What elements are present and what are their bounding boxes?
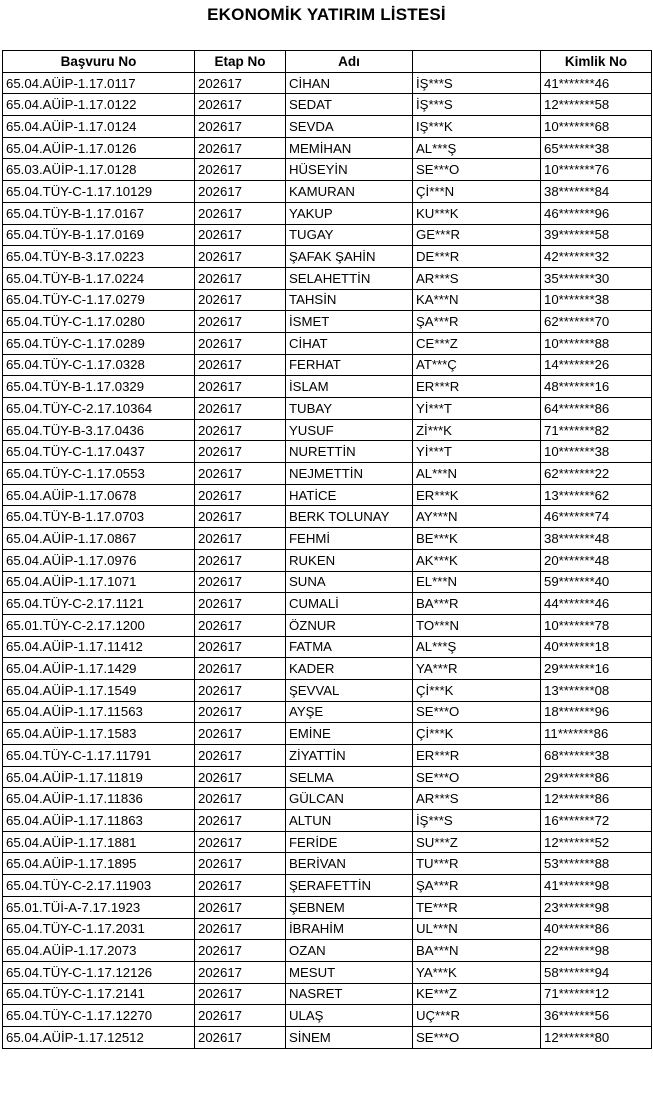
cell-adi: FATMA	[286, 636, 413, 658]
cell-soyadi: DE***R	[413, 246, 541, 268]
table-row	[3, 875, 652, 897]
cell-basvuru-no: 65.04.TÜY-C-1.17.2031	[3, 918, 195, 940]
cell-adi: KAMURAN	[286, 181, 413, 203]
cell-adi: RUKEN	[286, 549, 413, 571]
cell-soyadi: ER***K	[413, 484, 541, 506]
cell-etap-no: 202617	[195, 961, 286, 983]
cell-soyadi: GE***R	[413, 224, 541, 246]
table-row	[3, 267, 652, 289]
cell-kimlik-no: 65*******38	[541, 137, 652, 159]
cell-etap-no: 202617	[195, 398, 286, 420]
cell-adi: HATİCE	[286, 484, 413, 506]
cell-adi: SEDAT	[286, 94, 413, 116]
cell-etap-no: 202617	[195, 441, 286, 463]
cell-etap-no: 202617	[195, 159, 286, 181]
cell-soyadi: SE***O	[413, 766, 541, 788]
cell-basvuru-no: 65.04.AÜİP-1.17.11412	[3, 636, 195, 658]
table-row	[3, 463, 652, 485]
cell-basvuru-no: 65.04.AÜİP-1.17.2073	[3, 940, 195, 962]
investment-list-table	[2, 50, 652, 1049]
table-row	[3, 116, 652, 138]
table-row	[3, 1026, 652, 1048]
cell-etap-no: 202617	[195, 679, 286, 701]
cell-kimlik-no: 10*******68	[541, 116, 652, 138]
cell-etap-no: 202617	[195, 788, 286, 810]
header-adi: Adı	[286, 51, 413, 73]
cell-etap-no: 202617	[195, 701, 286, 723]
cell-basvuru-no: 65.04.AÜİP-1.17.1895	[3, 853, 195, 875]
cell-adi: TUBAY	[286, 398, 413, 420]
cell-adi: GÜLCAN	[286, 788, 413, 810]
cell-adi: NASRET	[286, 983, 413, 1005]
cell-adi: YUSUF	[286, 419, 413, 441]
cell-soyadi: SE***O	[413, 159, 541, 181]
table-row	[3, 94, 652, 116]
cell-etap-no: 202617	[195, 246, 286, 268]
cell-kimlik-no: 22*******98	[541, 940, 652, 962]
cell-adi: AYŞE	[286, 701, 413, 723]
cell-adi: İSMET	[286, 311, 413, 333]
cell-basvuru-no: 65.04.AÜİP-1.17.1071	[3, 571, 195, 593]
cell-etap-no: 202617	[195, 766, 286, 788]
header-kimlik-no: Kimlik No	[541, 51, 652, 73]
table-row	[3, 289, 652, 311]
cell-soyadi: İŞ***S	[413, 94, 541, 116]
cell-kimlik-no: 40*******86	[541, 918, 652, 940]
cell-adi: İSLAM	[286, 376, 413, 398]
cell-kimlik-no: 13*******62	[541, 484, 652, 506]
cell-soyadi: UÇ***R	[413, 1005, 541, 1027]
cell-etap-no: 202617	[195, 137, 286, 159]
cell-etap-no: 202617	[195, 875, 286, 897]
table-body	[3, 72, 652, 1048]
cell-adi: KADER	[286, 658, 413, 680]
table-row	[3, 658, 652, 680]
cell-etap-no: 202617	[195, 202, 286, 224]
cell-kimlik-no: 16*******72	[541, 810, 652, 832]
cell-etap-no: 202617	[195, 419, 286, 441]
cell-soyadi: Çİ***K	[413, 679, 541, 701]
cell-soyadi: Yİ***T	[413, 398, 541, 420]
cell-basvuru-no: 65.04.TÜY-C-2.17.11903	[3, 875, 195, 897]
cell-etap-no: 202617	[195, 745, 286, 767]
table-row	[3, 940, 652, 962]
table-row	[3, 766, 652, 788]
cell-basvuru-no: 65.01.TÜY-C-2.17.1200	[3, 614, 195, 636]
cell-kimlik-no: 29*******86	[541, 766, 652, 788]
table-row	[3, 788, 652, 810]
cell-soyadi: SU***Z	[413, 831, 541, 853]
cell-etap-no: 202617	[195, 376, 286, 398]
cell-etap-no: 202617	[195, 593, 286, 615]
cell-basvuru-no: 65.04.AÜİP-1.17.1881	[3, 831, 195, 853]
cell-basvuru-no: 65.04.TÜY-C-2.17.1121	[3, 593, 195, 615]
header-soyadi	[413, 51, 541, 73]
cell-basvuru-no: 65.04.TÜY-C-1.17.10129	[3, 181, 195, 203]
cell-adi: SEVDA	[286, 116, 413, 138]
cell-basvuru-no: 65.04.TÜY-B-3.17.0223	[3, 246, 195, 268]
cell-etap-no: 202617	[195, 1005, 286, 1027]
cell-kimlik-no: 64*******86	[541, 398, 652, 420]
table-row	[3, 723, 652, 745]
cell-basvuru-no: 65.04.AÜİP-1.17.11563	[3, 701, 195, 723]
table-row	[3, 549, 652, 571]
cell-soyadi: Çİ***K	[413, 723, 541, 745]
cell-etap-no: 202617	[195, 853, 286, 875]
cell-etap-no: 202617	[195, 311, 286, 333]
page-title: EKONOMİK YATIRIM LİSTESİ	[207, 5, 446, 24]
cell-adi: SUNA	[286, 571, 413, 593]
cell-kimlik-no: 40*******18	[541, 636, 652, 658]
cell-etap-no: 202617	[195, 94, 286, 116]
cell-kimlik-no: 18*******96	[541, 701, 652, 723]
cell-adi: ALTUN	[286, 810, 413, 832]
cell-soyadi: BA***R	[413, 593, 541, 615]
cell-basvuru-no: 65.04.TÜY-B-1.17.0224	[3, 267, 195, 289]
cell-kimlik-no: 58*******94	[541, 961, 652, 983]
cell-etap-no: 202617	[195, 224, 286, 246]
table-row	[3, 246, 652, 268]
table-row	[3, 159, 652, 181]
cell-etap-no: 202617	[195, 918, 286, 940]
cell-basvuru-no: 65.04.TÜY-C-1.17.2141	[3, 983, 195, 1005]
cell-adi: ŞERAFETTİN	[286, 875, 413, 897]
cell-etap-no: 202617	[195, 267, 286, 289]
cell-basvuru-no: 65.04.TÜY-B-3.17.0436	[3, 419, 195, 441]
cell-kimlik-no: 38*******48	[541, 528, 652, 550]
cell-basvuru-no: 65.04.AÜİP-1.17.0126	[3, 137, 195, 159]
cell-kimlik-no: 44*******46	[541, 593, 652, 615]
cell-adi: CİHAN	[286, 72, 413, 94]
cell-adi: ŞAFAK ŞAHİN	[286, 246, 413, 268]
cell-basvuru-no: 65.04.AÜİP-1.17.1429	[3, 658, 195, 680]
cell-basvuru-no: 65.04.TÜY-C-1.17.0289	[3, 332, 195, 354]
cell-adi: CİHAT	[286, 332, 413, 354]
cell-etap-no: 202617	[195, 528, 286, 550]
cell-etap-no: 202617	[195, 463, 286, 485]
cell-soyadi: SE***O	[413, 701, 541, 723]
cell-basvuru-no: 65.04.AÜİP-1.17.1583	[3, 723, 195, 745]
cell-adi: FERİDE	[286, 831, 413, 853]
cell-basvuru-no: 65.04.AÜİP-1.17.0117	[3, 72, 195, 94]
cell-soyadi: İŞ***S	[413, 72, 541, 94]
table-header-row	[3, 51, 652, 73]
cell-etap-no: 202617	[195, 723, 286, 745]
table-row	[3, 593, 652, 615]
cell-soyadi: YA***K	[413, 961, 541, 983]
cell-basvuru-no: 65.04.TÜY-C-1.17.0280	[3, 311, 195, 333]
cell-kimlik-no: 10*******88	[541, 332, 652, 354]
cell-kimlik-no: 62*******22	[541, 463, 652, 485]
cell-etap-no: 202617	[195, 940, 286, 962]
cell-soyadi: YA***R	[413, 658, 541, 680]
cell-soyadi: Zİ***K	[413, 419, 541, 441]
table-row	[3, 354, 652, 376]
cell-soyadi: AL***Ş	[413, 636, 541, 658]
cell-adi: OZAN	[286, 940, 413, 962]
cell-adi: ŞEBNEM	[286, 896, 413, 918]
cell-basvuru-no: 65.04.TÜY-B-1.17.0703	[3, 506, 195, 528]
cell-kimlik-no: 23*******98	[541, 896, 652, 918]
cell-etap-no: 202617	[195, 983, 286, 1005]
cell-kimlik-no: 14*******26	[541, 354, 652, 376]
table-row	[3, 701, 652, 723]
table-row	[3, 679, 652, 701]
cell-kimlik-no: 41*******98	[541, 875, 652, 897]
table-row	[3, 202, 652, 224]
table-row	[3, 983, 652, 1005]
cell-basvuru-no: 65.04.TÜY-C-1.17.0437	[3, 441, 195, 463]
table-row	[3, 810, 652, 832]
cell-basvuru-no: 65.04.AÜİP-1.17.11819	[3, 766, 195, 788]
cell-etap-no: 202617	[195, 810, 286, 832]
table-row	[3, 376, 652, 398]
table-row	[3, 506, 652, 528]
cell-adi: ÖZNUR	[286, 614, 413, 636]
cell-adi: SELMA	[286, 766, 413, 788]
cell-soyadi: AL***N	[413, 463, 541, 485]
cell-soyadi: Yİ***T	[413, 441, 541, 463]
cell-soyadi: Çİ***N	[413, 181, 541, 203]
cell-adi: NEJMETTİN	[286, 463, 413, 485]
cell-adi: MESUT	[286, 961, 413, 983]
cell-etap-no: 202617	[195, 506, 286, 528]
cell-adi: HÜSEYİN	[286, 159, 413, 181]
cell-soyadi: AT***Ç	[413, 354, 541, 376]
cell-adi: NURETTİN	[286, 441, 413, 463]
cell-basvuru-no: 65.04.AÜİP-1.17.0976	[3, 549, 195, 571]
cell-adi: CUMALİ	[286, 593, 413, 615]
cell-kimlik-no: 29*******16	[541, 658, 652, 680]
cell-kimlik-no: 38*******84	[541, 181, 652, 203]
cell-soyadi: IŞ***K	[413, 116, 541, 138]
cell-etap-no: 202617	[195, 636, 286, 658]
cell-kimlik-no: 10*******76	[541, 159, 652, 181]
cell-soyadi: TE***R	[413, 896, 541, 918]
cell-kimlik-no: 10*******38	[541, 289, 652, 311]
cell-kimlik-no: 71*******12	[541, 983, 652, 1005]
cell-basvuru-no: 65.04.TÜY-C-1.17.0553	[3, 463, 195, 485]
cell-kimlik-no: 10*******38	[541, 441, 652, 463]
cell-etap-no: 202617	[195, 831, 286, 853]
table-row	[3, 398, 652, 420]
cell-adi: BERİVAN	[286, 853, 413, 875]
cell-basvuru-no: 65.04.AÜİP-1.17.11836	[3, 788, 195, 810]
cell-basvuru-no: 65.04.TÜY-B-1.17.0329	[3, 376, 195, 398]
cell-soyadi: EL***N	[413, 571, 541, 593]
cell-adi: ZİYATTİN	[286, 745, 413, 767]
table-row	[3, 224, 652, 246]
cell-adi: ŞEVVAL	[286, 679, 413, 701]
cell-etap-no: 202617	[195, 72, 286, 94]
table-row	[3, 137, 652, 159]
cell-basvuru-no: 65.04.TÜY-C-1.17.12126	[3, 961, 195, 983]
cell-basvuru-no: 65.04.AÜİP-1.17.0124	[3, 116, 195, 138]
cell-soyadi: İŞ***S	[413, 810, 541, 832]
table-row	[3, 831, 652, 853]
cell-kimlik-no: 12*******80	[541, 1026, 652, 1048]
cell-kimlik-no: 71*******82	[541, 419, 652, 441]
cell-basvuru-no: 65.04.AÜİP-1.17.0122	[3, 94, 195, 116]
cell-soyadi: AL***Ş	[413, 137, 541, 159]
table-row	[3, 441, 652, 463]
cell-kimlik-no: 59*******40	[541, 571, 652, 593]
cell-kimlik-no: 53*******88	[541, 853, 652, 875]
cell-soyadi: AY***N	[413, 506, 541, 528]
table-row	[3, 614, 652, 636]
cell-basvuru-no: 65.04.TÜY-C-1.17.12270	[3, 1005, 195, 1027]
cell-etap-no: 202617	[195, 332, 286, 354]
cell-soyadi: TO***N	[413, 614, 541, 636]
cell-basvuru-no: 65.04.TÜY-C-2.17.10364	[3, 398, 195, 420]
cell-soyadi: ER***R	[413, 376, 541, 398]
cell-kimlik-no: 46*******74	[541, 506, 652, 528]
cell-adi: İBRAHİM	[286, 918, 413, 940]
table-row	[3, 636, 652, 658]
header-etap-no: Etap No	[195, 51, 286, 73]
cell-etap-no: 202617	[195, 658, 286, 680]
cell-kimlik-no: 12*******58	[541, 94, 652, 116]
cell-kimlik-no: 48*******16	[541, 376, 652, 398]
cell-soyadi: CE***Z	[413, 332, 541, 354]
cell-basvuru-no: 65.04.AÜİP-1.17.1549	[3, 679, 195, 701]
cell-basvuru-no: 65.04.TÜY-C-1.17.0279	[3, 289, 195, 311]
cell-soyadi: AR***S	[413, 267, 541, 289]
cell-basvuru-no: 65.04.AÜİP-1.17.0867	[3, 528, 195, 550]
cell-etap-no: 202617	[195, 484, 286, 506]
cell-soyadi: ŞA***R	[413, 875, 541, 897]
cell-soyadi: ŞA***R	[413, 311, 541, 333]
cell-etap-no: 202617	[195, 614, 286, 636]
table-row	[3, 918, 652, 940]
cell-adi: FEHMİ	[286, 528, 413, 550]
cell-etap-no: 202617	[195, 549, 286, 571]
table-row	[3, 571, 652, 593]
cell-etap-no: 202617	[195, 116, 286, 138]
cell-kimlik-no: 35*******30	[541, 267, 652, 289]
cell-kimlik-no: 20*******48	[541, 549, 652, 571]
cell-adi: ULAŞ	[286, 1005, 413, 1027]
cell-soyadi: BE***K	[413, 528, 541, 550]
cell-etap-no: 202617	[195, 1026, 286, 1048]
cell-adi: YAKUP	[286, 202, 413, 224]
table-row	[3, 1005, 652, 1027]
cell-adi: TAHSİN	[286, 289, 413, 311]
cell-basvuru-no: 65.03.AÜİP-1.17.0128	[3, 159, 195, 181]
cell-kimlik-no: 10*******78	[541, 614, 652, 636]
cell-soyadi: AK***K	[413, 549, 541, 571]
cell-soyadi: TU***R	[413, 853, 541, 875]
cell-kimlik-no: 13*******08	[541, 679, 652, 701]
table-row	[3, 419, 652, 441]
cell-adi: BERK TOLUNAY	[286, 506, 413, 528]
cell-soyadi: UL***N	[413, 918, 541, 940]
cell-adi: MEMİHAN	[286, 137, 413, 159]
cell-adi: FERHAT	[286, 354, 413, 376]
cell-etap-no: 202617	[195, 571, 286, 593]
cell-soyadi: SE***O	[413, 1026, 541, 1048]
cell-kimlik-no: 62*******70	[541, 311, 652, 333]
cell-kimlik-no: 42*******32	[541, 246, 652, 268]
table-row	[3, 484, 652, 506]
table-row	[3, 528, 652, 550]
cell-adi: SİNEM	[286, 1026, 413, 1048]
cell-kimlik-no: 11*******86	[541, 723, 652, 745]
cell-soyadi: KU***K	[413, 202, 541, 224]
cell-kimlik-no: 12*******52	[541, 831, 652, 853]
table-row	[3, 332, 652, 354]
table-row	[3, 72, 652, 94]
cell-basvuru-no: 65.04.TÜY-B-1.17.0169	[3, 224, 195, 246]
cell-basvuru-no: 65.04.TÜY-B-1.17.0167	[3, 202, 195, 224]
cell-kimlik-no: 39*******58	[541, 224, 652, 246]
cell-kimlik-no: 36*******56	[541, 1005, 652, 1027]
cell-kimlik-no: 12*******86	[541, 788, 652, 810]
table-row	[3, 896, 652, 918]
cell-basvuru-no: 65.04.TÜY-C-1.17.0328	[3, 354, 195, 376]
table-row	[3, 181, 652, 203]
cell-soyadi: KA***N	[413, 289, 541, 311]
cell-soyadi: ER***R	[413, 745, 541, 767]
table-row	[3, 961, 652, 983]
table-row	[3, 311, 652, 333]
cell-basvuru-no: 65.04.AÜİP-1.17.0678	[3, 484, 195, 506]
cell-etap-no: 202617	[195, 896, 286, 918]
cell-adi: SELAHETTİN	[286, 267, 413, 289]
table-row	[3, 853, 652, 875]
cell-kimlik-no: 46*******96	[541, 202, 652, 224]
cell-adi: TUGAY	[286, 224, 413, 246]
cell-basvuru-no: 65.01.TÜİ-A-7.17.1923	[3, 896, 195, 918]
cell-etap-no: 202617	[195, 181, 286, 203]
cell-soyadi: AR***S	[413, 788, 541, 810]
header-basvuru-no: Başvuru No	[3, 51, 195, 73]
cell-kimlik-no: 68*******38	[541, 745, 652, 767]
cell-soyadi: KE***Z	[413, 983, 541, 1005]
cell-etap-no: 202617	[195, 354, 286, 376]
cell-basvuru-no: 65.04.AÜİP-1.17.11863	[3, 810, 195, 832]
cell-basvuru-no: 65.04.TÜY-C-1.17.11791	[3, 745, 195, 767]
cell-kimlik-no: 41*******46	[541, 72, 652, 94]
cell-basvuru-no: 65.04.AÜİP-1.17.12512	[3, 1026, 195, 1048]
table-row	[3, 745, 652, 767]
cell-adi: EMİNE	[286, 723, 413, 745]
cell-etap-no: 202617	[195, 289, 286, 311]
cell-soyadi: BA***N	[413, 940, 541, 962]
